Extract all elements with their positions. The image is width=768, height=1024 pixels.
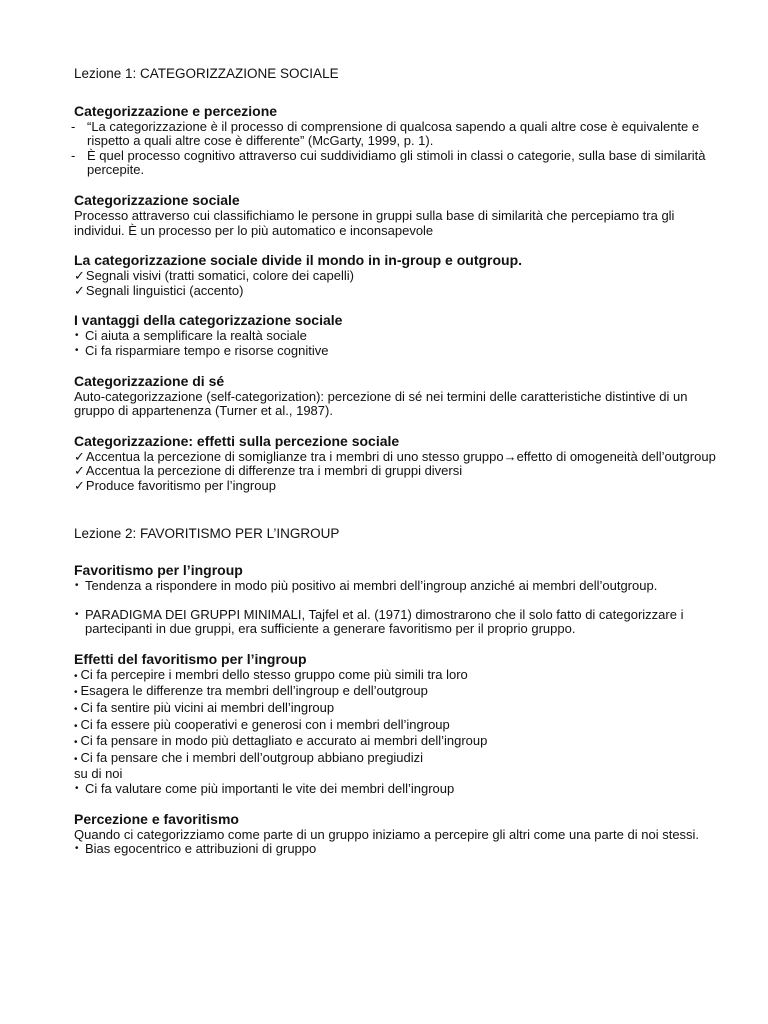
list-item: [74, 344, 728, 359]
section-vantaggi: [74, 312, 728, 358]
list-item: [71, 147, 728, 178]
list-item-text: Tendenza a rispondere in modo più positivo ai membri dell’ingroup anziché ai membri dell’outgroup.: [85, 578, 658, 594]
list-item: [74, 284, 728, 299]
list-item-text: Ci fa essere più cooperativi e generosi con i membri dell’ingroup: [80, 716, 450, 732]
section-title: Percezione e favoritismo: [74, 810, 239, 827]
list-item-text: Ci fa risparmiare tempo e risorse cognitive: [85, 342, 329, 358]
section-title: La categorizzazione sociale divide il mondo in in-group e outgroup.: [74, 252, 523, 269]
list-item-text: Accentua la percezione di somiglianze tra i membri di uno stesso gruppo→effetto di omogeneità dell’outgroup: [85, 448, 716, 464]
section-title: Effetti del favoritismo per l’ingroup: [74, 650, 307, 667]
list-item-text: Ci fa percepire i membri dello stesso gruppo come più simili tra loro: [80, 666, 468, 682]
list-item: [74, 464, 728, 479]
dash-list: [71, 118, 728, 178]
section-effetti-percezione: [74, 433, 728, 494]
list-item: [74, 842, 728, 857]
paragraph: Processo attraverso cui classifichiamo le persone in gruppi sulla base di similarità che percepiamo tra gli individui. È un processo per lo più automatico e inconsapevole: [74, 207, 675, 238]
bullet-list: [74, 329, 728, 358]
list-item-text: Esagera le differenze tra membri dell’ingroup e dell’outgroup: [80, 683, 428, 699]
check-icon: ✓: [74, 477, 85, 493]
section-ingroup-outgroup: [74, 252, 728, 298]
section-categorizzazione-di-se: [74, 373, 728, 419]
list-item: [74, 269, 728, 284]
dash-mark: -: [71, 118, 76, 134]
section-effetti-favoritismo: [74, 651, 728, 797]
section-title: Favoritismo per l’ingroup: [74, 562, 243, 579]
list-item: [74, 608, 728, 637]
bullet-icon: •: [75, 344, 79, 356]
bullet-icon: •: [74, 720, 78, 732]
list-item: [74, 782, 728, 797]
section-title: Categorizzazione di sé: [74, 372, 225, 389]
list-item: [74, 718, 728, 735]
section-title: I vantaggi della categorizzazione sociale: [74, 312, 343, 329]
list-item: [74, 329, 728, 344]
list-item: [74, 751, 728, 768]
list-item: [74, 684, 728, 701]
bullet-icon: •: [74, 737, 78, 749]
paragraph: Auto-categorizzazione (self-categorization): percezione di sé nei termini delle caratteristiche distintive di un gruppo di appartenenza (Turner et al., 1987).: [74, 388, 688, 419]
list-item-text: Bias egocentrico e attribuzioni di gruppo: [85, 841, 317, 857]
lesson-1-title: Lezione 1: CATEGORIZZAZIONE SOCIALE: [74, 66, 339, 81]
bullet-list: [74, 579, 728, 637]
list-item-text: Ci fa sentire più vicini ai membri dell’ingroup: [80, 700, 335, 716]
continuation-text: su di noi: [74, 766, 123, 782]
list-item-text: “La categorizzazione è il processo di comprensione di qualcosa sapendo a quali altre cose è equivalente e rispetto a quali altre cose è differente” (McGarty, 1999, p. 1).: [87, 118, 700, 149]
bullet-icon: •: [75, 843, 79, 855]
bullet-list: [74, 782, 728, 797]
check-icon: ✓: [74, 268, 85, 284]
list-item-text: Ci fa pensare che i membri dell’outgroup abbiano pregiudizi: [80, 749, 424, 765]
bullet-icon: •: [75, 330, 79, 342]
section-title: Categorizzazione sociale: [74, 191, 240, 208]
bullet-icon: •: [75, 608, 79, 620]
check-icon: ✓: [74, 282, 85, 298]
list-item: [74, 450, 728, 465]
list-item: [74, 579, 728, 594]
list-item-text: Accentua la percezione di differenze tra i membri di gruppi diversi: [85, 463, 463, 479]
bullet-icon: •: [74, 753, 78, 765]
dash-mark: -: [71, 147, 76, 163]
list-item-text: Produce favoritismo per l’ingroup: [85, 477, 276, 493]
list-item-text: Segnali linguistici (accento): [85, 282, 244, 298]
check-list: [74, 450, 728, 494]
list-item-text: PARADIGMA DEI GRUPPI MINIMALI, Tajfel et al. (1971) dimostrarono che il solo fatto di categorizzare i partecipanti in due gruppi, era sufficiente a generare favoritismo per il proprio gruppo.: [85, 606, 684, 637]
bullet-list: [74, 842, 728, 857]
check-icon: ✓: [74, 463, 85, 479]
bullet-icon: •: [75, 783, 79, 795]
bullet-icon: •: [74, 704, 78, 716]
section-title: Categorizzazione: effetti sulla percezione sociale: [74, 432, 400, 449]
bullet-list: [74, 668, 728, 768]
section-categorizzazione-sociale: [74, 192, 728, 238]
list-item: [71, 118, 728, 149]
list-item: [74, 668, 728, 685]
list-item: [74, 701, 728, 718]
bullet-icon: •: [74, 670, 78, 682]
bullet-icon: •: [74, 687, 78, 699]
section-favoritismo: [74, 562, 728, 637]
list-item: [74, 479, 728, 494]
list-item-text: Ci fa valutare come più importanti le vite dei membri dell’ingroup: [85, 781, 455, 797]
paragraph: Quando ci categorizziamo come parte di un gruppo iniziamo a percepire gli altri come una parte di noi stessi.: [74, 826, 700, 842]
section-categorizzazione-percezione: [71, 102, 728, 178]
list-item-text: Ci fa pensare in modo più dettagliato e accurato ai membri dell’ingroup: [80, 733, 488, 749]
section-percezione-favoritismo: [74, 811, 728, 857]
list-item-text: Ci aiuta a semplificare la realtà sociale: [85, 328, 307, 344]
list-item: [74, 734, 728, 751]
section-title: Categorizzazione e percezione: [74, 102, 278, 119]
bullet-icon: •: [75, 580, 79, 592]
check-icon: ✓: [74, 448, 85, 464]
lesson-2-title: Lezione 2: FAVORITISMO PER L’INGROUP: [74, 525, 340, 541]
list-item-text: È quel processo cognitivo attraverso cui suddividiamo gli stimoli in classi o categorie, sulla base di similarità percepite.: [87, 147, 706, 178]
list-item-text: Segnali visivi (tratti somatici, colore dei capelli): [85, 268, 354, 284]
check-list: [74, 269, 728, 298]
